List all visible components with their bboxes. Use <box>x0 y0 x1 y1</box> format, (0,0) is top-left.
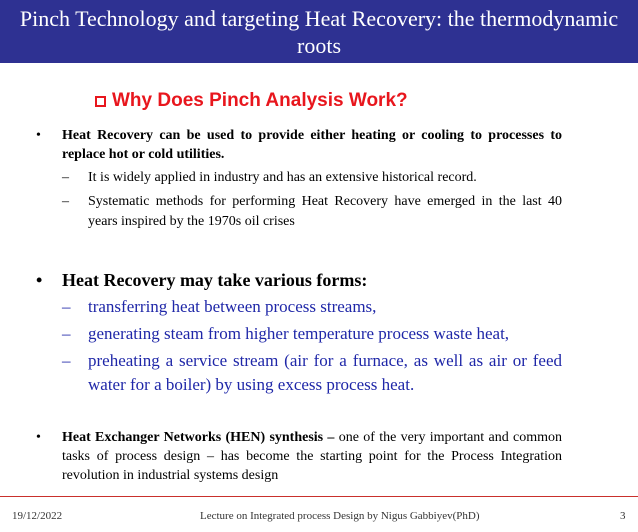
sub-bullet-text: It is widely applied in industry and has an extensive historical record. <box>88 170 477 185</box>
bullet-block-1 <box>36 126 562 232</box>
sub-bullet-item <box>62 295 562 319</box>
bullet-text: Heat Recovery can be used to provide either heating or cooling to processes to replace hot or cold utilities. <box>62 128 562 162</box>
slide-title: Pinch Technology and targeting Heat Recovery: the thermodynamic roots <box>19 5 619 58</box>
bullet-dot: • <box>36 270 43 290</box>
footer-date: 19/12/2022 <box>12 510 63 522</box>
sub-bullet-dash: – <box>62 324 71 343</box>
bullet-bold-lead: Heat Exchanger Networks (HEN) synthesis – <box>62 430 335 445</box>
bullet-item <box>36 268 562 292</box>
title-bar <box>0 0 638 63</box>
sub-bullet-dash: – <box>62 194 69 209</box>
footer-divider <box>0 496 638 497</box>
sub-bullet-item <box>62 168 562 188</box>
bullet-item <box>36 126 562 164</box>
sub-bullet-dash: – <box>62 170 69 185</box>
sub-bullet-dash: – <box>62 297 71 316</box>
bullet-dot: • <box>36 128 41 143</box>
footer-lecture: Lecture on Integrated process Design by Nigus Gabbiyev(PhD) <box>200 510 480 522</box>
sub-bullet-item <box>62 322 562 346</box>
sub-bullet-text: preheating a service stream (air for a furnace, as well as air or feed water for a boiler) by using excess process heat. <box>88 351 562 394</box>
sub-bullet-item <box>62 192 562 232</box>
subheading <box>95 90 408 112</box>
bullet-text <box>62 428 562 485</box>
bullet-block-3 <box>36 428 562 485</box>
sub-bullet-dash: – <box>62 351 71 370</box>
checkbox-bullet-icon <box>95 96 106 107</box>
bullet-text: Heat Recovery may take various forms: <box>62 270 368 290</box>
page-number: 3 <box>620 510 626 522</box>
bullet-item <box>36 428 562 485</box>
sub-bullet-item <box>62 349 562 397</box>
sub-bullet-text: transferring heat between process streams, <box>88 297 377 316</box>
bullet-dot: • <box>36 430 41 445</box>
bullet-rest-text: one of the very important and common tasks of process design – has become the starting point for the Process Integration revolution in industrial systems design <box>62 430 562 483</box>
sub-bullet-text: Systematic methods for performing Heat Recovery have emerged in the last 40 years inspired by the 1970s oil crises <box>88 194 562 229</box>
sub-bullet-text: generating steam from higher temperature process waste heat, <box>88 324 510 343</box>
subheading-text: Why Does Pinch Analysis Work? <box>112 90 408 111</box>
bullet-block-2 <box>36 268 562 397</box>
